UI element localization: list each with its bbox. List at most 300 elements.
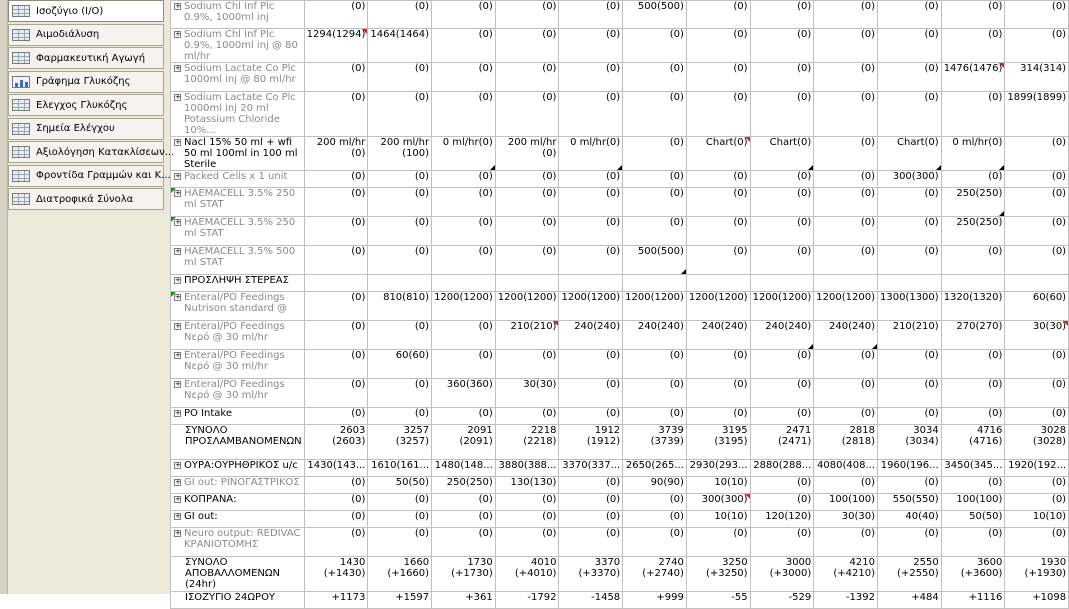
value-cell[interactable]: (0) <box>559 92 623 137</box>
value-cell[interactable] <box>368 275 432 292</box>
value-cell[interactable]: (0) <box>559 171 623 188</box>
value-cell[interactable]: 210(210) <box>877 321 941 350</box>
value-cell[interactable]: 10(10) <box>1005 511 1069 528</box>
value-cell[interactable]: (0) <box>877 1 941 29</box>
row-label-cell[interactable] <box>171 275 305 292</box>
value-cell[interactable]: (0) <box>559 477 623 494</box>
value-cell[interactable]: (0) <box>877 379 941 408</box>
value-cell[interactable]: 1476(1476) <box>941 63 1005 92</box>
nav-item[interactable] <box>8 24 164 46</box>
value-cell[interactable]: (0) <box>368 63 432 92</box>
value-cell[interactable]: (0) <box>941 246 1005 275</box>
value-cell[interactable]: 240(240) <box>623 321 687 350</box>
value-cell[interactable]: (0) <box>1005 29 1069 63</box>
row-label-cell[interactable] <box>171 425 305 460</box>
value-cell[interactable]: 90(90) <box>623 477 687 494</box>
expand-icon[interactable]: + <box>175 351 181 359</box>
value-cell[interactable]: (0) <box>814 350 878 379</box>
value-cell[interactable]: 3739 (3739) <box>623 425 687 460</box>
value-cell[interactable]: (0) <box>1005 408 1069 425</box>
nav-item[interactable] <box>8 141 175 163</box>
row-label-cell[interactable] <box>171 137 305 171</box>
value-cell[interactable]: (0) <box>1005 217 1069 246</box>
value-cell[interactable]: 300(300) <box>686 494 750 511</box>
value-cell[interactable]: +484 <box>877 592 941 609</box>
value-cell[interactable]: 1300(1300) <box>877 292 941 321</box>
value-cell[interactable]: 240(240) <box>686 321 750 350</box>
value-cell[interactable]: 240(240) <box>814 321 878 350</box>
value-cell[interactable]: Chart(0) <box>750 137 814 171</box>
value-cell[interactable]: (0) <box>750 379 814 408</box>
value-cell[interactable]: (0) <box>432 246 496 275</box>
nav-item[interactable] <box>8 47 164 69</box>
value-cell[interactable]: (0) <box>941 1 1005 29</box>
nav-item[interactable] <box>8 188 164 210</box>
value-cell[interactable]: 0 ml/hr(0) <box>559 137 623 171</box>
row-label-cell[interactable] <box>171 379 305 408</box>
value-cell[interactable]: (0) <box>495 408 559 425</box>
value-cell[interactable]: 1730 (+1730) <box>432 557 496 592</box>
value-cell[interactable]: 4210 (+4210) <box>814 557 878 592</box>
row-label-cell[interactable] <box>171 408 305 425</box>
value-cell[interactable]: 2550 (+2550) <box>877 557 941 592</box>
value-cell[interactable]: (0) <box>750 1 814 29</box>
value-cell[interactable]: (0) <box>432 63 496 92</box>
value-cell[interactable]: (0) <box>877 63 941 92</box>
value-cell[interactable]: 2740 (+2740) <box>623 557 687 592</box>
value-cell[interactable] <box>432 275 496 292</box>
value-cell[interactable]: 1480(148... <box>432 460 496 477</box>
value-cell[interactable]: (0) <box>495 217 559 246</box>
value-cell[interactable]: (0) <box>304 408 368 425</box>
value-cell[interactable] <box>750 275 814 292</box>
value-cell[interactable]: (0) <box>1005 188 1069 217</box>
expand-icon[interactable]: + <box>175 478 181 486</box>
value-cell[interactable]: (0) <box>368 321 432 350</box>
value-cell[interactable]: (0) <box>941 408 1005 425</box>
value-cell[interactable]: (0) <box>750 63 814 92</box>
value-cell[interactable]: (0) <box>304 63 368 92</box>
value-cell[interactable]: (0) <box>1005 246 1069 275</box>
value-cell[interactable]: 200 ml/hr (100) <box>368 137 432 171</box>
value-cell[interactable]: (0) <box>750 350 814 379</box>
value-cell[interactable]: (0) <box>495 246 559 275</box>
nav-item[interactable] <box>8 165 171 187</box>
value-cell[interactable]: 210(210) <box>495 321 559 350</box>
row-label-cell[interactable] <box>171 477 305 494</box>
value-cell[interactable]: 10(10) <box>686 511 750 528</box>
value-cell[interactable]: (0) <box>941 379 1005 408</box>
value-cell[interactable]: 2818 (2818) <box>814 425 878 460</box>
value-cell[interactable]: (0) <box>1005 379 1069 408</box>
expand-icon[interactable]: + <box>175 138 181 146</box>
row-label-cell[interactable] <box>171 246 305 275</box>
value-cell[interactable]: 40(40) <box>877 511 941 528</box>
value-cell[interactable]: 1200(1200) <box>686 292 750 321</box>
row-label-cell[interactable] <box>171 63 305 92</box>
value-cell[interactable] <box>877 275 941 292</box>
value-cell[interactable]: (0) <box>814 379 878 408</box>
value-cell[interactable] <box>495 275 559 292</box>
value-cell[interactable]: 1464(1464) <box>368 29 432 63</box>
value-cell[interactable]: (0) <box>368 188 432 217</box>
value-cell[interactable]: (0) <box>877 188 941 217</box>
value-cell[interactable]: (0) <box>304 292 368 321</box>
value-cell[interactable]: (0) <box>814 477 878 494</box>
value-cell[interactable]: 270(270) <box>941 321 1005 350</box>
value-cell[interactable]: (0) <box>686 92 750 137</box>
value-cell[interactable]: (0) <box>814 1 878 29</box>
expand-icon[interactable]: + <box>175 30 181 38</box>
value-cell[interactable]: 1920(192... <box>1005 460 1069 477</box>
expand-icon[interactable]: + <box>175 64 181 72</box>
value-cell[interactable]: (0) <box>495 1 559 29</box>
value-cell[interactable]: (0) <box>559 1 623 29</box>
value-cell[interactable]: (0) <box>686 350 750 379</box>
value-cell[interactable]: 314(314) <box>1005 63 1069 92</box>
value-cell[interactable]: 4010 (+4010) <box>495 557 559 592</box>
value-cell[interactable]: (0) <box>750 408 814 425</box>
value-cell[interactable]: 1430(143... <box>304 460 368 477</box>
value-cell[interactable]: (0) <box>432 511 496 528</box>
value-cell[interactable]: 3250 (+3250) <box>686 557 750 592</box>
value-cell[interactable]: (0) <box>495 92 559 137</box>
value-cell[interactable] <box>686 275 750 292</box>
value-cell[interactable]: 1430 (+1430) <box>304 557 368 592</box>
value-cell[interactable]: +1173 <box>304 592 368 609</box>
value-cell[interactable]: 2880(288... <box>750 460 814 477</box>
value-cell[interactable]: (0) <box>368 528 432 557</box>
value-cell[interactable]: (0) <box>559 217 623 246</box>
value-cell[interactable]: (0) <box>623 528 687 557</box>
value-cell[interactable]: (0) <box>623 217 687 246</box>
value-cell[interactable] <box>941 275 1005 292</box>
value-cell[interactable]: (0) <box>814 188 878 217</box>
value-cell[interactable]: (0) <box>814 171 878 188</box>
value-cell[interactable]: 30(30) <box>495 379 559 408</box>
value-cell[interactable]: (0) <box>750 217 814 246</box>
value-cell[interactable]: 3034 (3034) <box>877 425 941 460</box>
value-cell[interactable] <box>1005 275 1069 292</box>
value-cell[interactable]: (0) <box>1005 528 1069 557</box>
row-label-cell[interactable] <box>171 557 305 592</box>
row-label-cell[interactable] <box>171 171 305 188</box>
value-cell[interactable]: 100(100) <box>941 494 1005 511</box>
value-cell[interactable]: 550(550) <box>877 494 941 511</box>
value-cell[interactable]: (0) <box>368 171 432 188</box>
value-cell[interactable]: (0) <box>1005 1 1069 29</box>
value-cell[interactable]: (0) <box>750 246 814 275</box>
value-cell[interactable]: (0) <box>304 511 368 528</box>
value-cell[interactable]: 2930(293... <box>686 460 750 477</box>
value-cell[interactable]: (0) <box>432 171 496 188</box>
expand-icon[interactable]: + <box>175 276 181 284</box>
value-cell[interactable]: (0) <box>877 92 941 137</box>
value-cell[interactable]: 2091 (2091) <box>432 425 496 460</box>
value-cell[interactable]: (0) <box>432 188 496 217</box>
value-cell[interactable]: (0) <box>304 246 368 275</box>
value-cell[interactable]: +1597 <box>368 592 432 609</box>
value-cell[interactable]: (0) <box>623 92 687 137</box>
value-cell[interactable]: -1392 <box>814 592 878 609</box>
row-label-cell[interactable] <box>171 350 305 379</box>
expand-icon[interactable]: + <box>175 93 181 101</box>
value-cell[interactable]: (0) <box>1005 137 1069 171</box>
expand-icon[interactable]: + <box>175 189 181 197</box>
value-cell[interactable]: (0) <box>623 379 687 408</box>
value-cell[interactable]: (0) <box>432 494 496 511</box>
value-cell[interactable]: (0) <box>304 188 368 217</box>
value-cell[interactable]: 3370(337... <box>559 460 623 477</box>
value-cell[interactable]: 2603 (2603) <box>304 425 368 460</box>
value-cell[interactable]: (0) <box>941 171 1005 188</box>
value-cell[interactable]: (0) <box>559 408 623 425</box>
value-cell[interactable]: (0) <box>814 92 878 137</box>
value-cell[interactable]: (0) <box>686 29 750 63</box>
row-label-cell[interactable] <box>171 528 305 557</box>
value-cell[interactable]: (0) <box>750 171 814 188</box>
value-cell[interactable]: 1200(1200) <box>559 292 623 321</box>
value-cell[interactable]: (0) <box>877 246 941 275</box>
value-cell[interactable] <box>559 275 623 292</box>
row-label-cell[interactable] <box>171 1 305 29</box>
value-cell[interactable]: (0) <box>432 1 496 29</box>
value-cell[interactable]: (0) <box>814 63 878 92</box>
value-cell[interactable]: (0) <box>559 350 623 379</box>
value-cell[interactable]: +1098 <box>1005 592 1069 609</box>
value-cell[interactable]: 50(50) <box>941 511 1005 528</box>
value-cell[interactable]: (0) <box>877 528 941 557</box>
value-cell[interactable]: (0) <box>623 494 687 511</box>
value-cell[interactable]: (0) <box>814 528 878 557</box>
row-label-cell[interactable] <box>171 321 305 350</box>
value-cell[interactable]: (0) <box>750 29 814 63</box>
value-cell[interactable]: (0) <box>432 29 496 63</box>
value-cell[interactable]: (0) <box>623 171 687 188</box>
value-cell[interactable]: (0) <box>304 379 368 408</box>
value-cell[interactable]: 3195 (3195) <box>686 425 750 460</box>
value-cell[interactable]: 1200(1200) <box>623 292 687 321</box>
value-cell[interactable]: (0) <box>368 494 432 511</box>
value-cell[interactable]: (0) <box>495 350 559 379</box>
value-cell[interactable]: (0) <box>432 92 496 137</box>
expand-icon[interactable]: + <box>175 2 181 10</box>
value-cell[interactable]: (0) <box>623 350 687 379</box>
value-cell[interactable]: (0) <box>304 217 368 246</box>
value-cell[interactable]: 60(60) <box>368 350 432 379</box>
value-cell[interactable]: 300(300) <box>877 171 941 188</box>
value-cell[interactable]: 1200(1200) <box>750 292 814 321</box>
row-label-cell[interactable] <box>171 592 305 609</box>
value-cell[interactable]: 1320(1320) <box>941 292 1005 321</box>
row-label-cell[interactable] <box>171 217 305 246</box>
value-cell[interactable]: -55 <box>686 592 750 609</box>
row-label-cell[interactable] <box>171 511 305 528</box>
value-cell[interactable]: (0) <box>368 511 432 528</box>
value-cell[interactable]: (0) <box>559 63 623 92</box>
value-cell[interactable]: 3880(388... <box>495 460 559 477</box>
row-label-cell[interactable] <box>171 29 305 63</box>
value-cell[interactable]: 360(360) <box>432 379 496 408</box>
value-cell[interactable]: 1294(1294) <box>304 29 368 63</box>
expand-icon[interactable]: + <box>175 322 181 330</box>
value-cell[interactable]: (0) <box>877 408 941 425</box>
value-cell[interactable]: (0) <box>941 29 1005 63</box>
expand-icon[interactable]: + <box>175 380 181 388</box>
nav-item[interactable] <box>8 71 164 93</box>
expand-icon[interactable]: + <box>175 512 181 520</box>
value-cell[interactable]: 4716 (4716) <box>941 425 1005 460</box>
value-cell[interactable]: 50(50) <box>368 477 432 494</box>
value-cell[interactable]: 1200(1200) <box>495 292 559 321</box>
value-cell[interactable]: 3028 (3028) <box>1005 425 1069 460</box>
value-cell[interactable]: (0) <box>623 29 687 63</box>
value-cell[interactable]: (0) <box>368 1 432 29</box>
value-cell[interactable]: (0) <box>304 477 368 494</box>
nav-item[interactable] <box>8 118 164 140</box>
value-cell[interactable]: Chart(0) <box>686 137 750 171</box>
value-cell[interactable]: (0) <box>623 408 687 425</box>
value-cell[interactable]: (0) <box>495 511 559 528</box>
value-cell[interactable]: (0) <box>686 528 750 557</box>
value-cell[interactable]: 120(120) <box>750 511 814 528</box>
value-cell[interactable]: (0) <box>623 511 687 528</box>
value-cell[interactable]: (0) <box>686 63 750 92</box>
row-label-cell[interactable] <box>171 292 305 321</box>
value-cell[interactable]: (0) <box>686 217 750 246</box>
value-cell[interactable]: 10(10) <box>686 477 750 494</box>
nav-item[interactable] <box>8 0 164 22</box>
value-cell[interactable]: (0) <box>814 246 878 275</box>
value-cell[interactable]: 0 ml/hr(0) <box>432 137 496 171</box>
value-cell[interactable]: 1200(1200) <box>814 292 878 321</box>
value-cell[interactable]: (0) <box>877 350 941 379</box>
value-cell[interactable] <box>304 275 368 292</box>
value-cell[interactable]: (0) <box>877 217 941 246</box>
value-cell[interactable]: (0) <box>623 63 687 92</box>
value-cell[interactable]: (0) <box>495 494 559 511</box>
value-cell[interactable]: 200 ml/hr (0) <box>304 137 368 171</box>
value-cell[interactable]: (0) <box>623 188 687 217</box>
value-cell[interactable]: 250(250) <box>941 217 1005 246</box>
expand-icon[interactable]: + <box>175 247 181 255</box>
value-cell[interactable]: 4080(408... <box>814 460 878 477</box>
row-label-cell[interactable] <box>171 92 305 137</box>
value-cell[interactable]: +361 <box>432 592 496 609</box>
value-cell[interactable]: (0) <box>1005 477 1069 494</box>
value-cell[interactable]: 1610(161... <box>368 460 432 477</box>
value-cell[interactable]: (0) <box>368 92 432 137</box>
value-cell[interactable]: (0) <box>686 379 750 408</box>
value-cell[interactable]: 30(30) <box>814 511 878 528</box>
value-cell[interactable]: (0) <box>750 494 814 511</box>
value-cell[interactable]: (0) <box>941 528 1005 557</box>
value-cell[interactable]: 3450(345... <box>941 460 1005 477</box>
value-cell[interactable]: (0) <box>304 1 368 29</box>
value-cell[interactable]: (0) <box>432 408 496 425</box>
value-cell[interactable]: (0) <box>877 477 941 494</box>
value-cell[interactable]: (0) <box>304 171 368 188</box>
value-cell[interactable]: (0) <box>1005 494 1069 511</box>
value-cell[interactable]: (0) <box>941 92 1005 137</box>
value-cell[interactable]: 0 ml/hr(0) <box>941 137 1005 171</box>
nav-item[interactable] <box>8 94 164 116</box>
value-cell[interactable]: (0) <box>559 29 623 63</box>
value-cell[interactable]: (0) <box>686 188 750 217</box>
value-cell[interactable]: (0) <box>432 350 496 379</box>
value-cell[interactable]: (0) <box>432 321 496 350</box>
value-cell[interactable]: (0) <box>559 379 623 408</box>
value-cell[interactable]: 100(100) <box>814 494 878 511</box>
value-cell[interactable]: 30(30) <box>1005 321 1069 350</box>
value-cell[interactable]: Chart(0) <box>877 137 941 171</box>
value-cell[interactable]: (0) <box>814 408 878 425</box>
value-cell[interactable]: (0) <box>814 137 878 171</box>
value-cell[interactable]: 1960(196... <box>877 460 941 477</box>
value-cell[interactable]: (0) <box>304 528 368 557</box>
value-cell[interactable]: (0) <box>686 408 750 425</box>
value-cell[interactable]: (0) <box>432 217 496 246</box>
value-cell[interactable]: (0) <box>368 217 432 246</box>
value-cell[interactable]: 60(60) <box>1005 292 1069 321</box>
value-cell[interactable]: 500(500) <box>623 1 687 29</box>
value-cell[interactable]: -1792 <box>495 592 559 609</box>
value-cell[interactable]: 130(130) <box>495 477 559 494</box>
value-cell[interactable]: 3257 (3257) <box>368 425 432 460</box>
value-cell[interactable]: (0) <box>368 246 432 275</box>
value-cell[interactable]: (0) <box>304 350 368 379</box>
value-cell[interactable] <box>814 275 878 292</box>
value-cell[interactable]: (0) <box>1005 350 1069 379</box>
row-label-cell[interactable] <box>171 188 305 217</box>
expand-icon[interactable]: + <box>175 409 181 417</box>
value-cell[interactable]: (0) <box>623 137 687 171</box>
value-cell[interactable]: (0) <box>304 321 368 350</box>
value-cell[interactable]: 1912 (1912) <box>559 425 623 460</box>
expand-icon[interactable]: + <box>175 218 181 226</box>
value-cell[interactable]: (0) <box>304 92 368 137</box>
value-cell[interactable]: (0) <box>750 92 814 137</box>
value-cell[interactable]: 240(240) <box>750 321 814 350</box>
value-cell[interactable]: 3370 (+3370) <box>559 557 623 592</box>
value-cell[interactable]: (0) <box>559 494 623 511</box>
value-cell[interactable]: 1200(1200) <box>432 292 496 321</box>
value-cell[interactable]: (0) <box>941 477 1005 494</box>
value-cell[interactable]: 2471 (2471) <box>750 425 814 460</box>
row-label-cell[interactable] <box>171 494 305 511</box>
expand-icon[interactable]: + <box>175 293 181 301</box>
expand-icon[interactable]: + <box>175 495 181 503</box>
expand-icon[interactable]: + <box>175 529 181 537</box>
value-cell[interactable]: (0) <box>559 188 623 217</box>
value-cell[interactable]: -529 <box>750 592 814 609</box>
value-cell[interactable]: 250(250) <box>941 188 1005 217</box>
value-cell[interactable]: (0) <box>559 511 623 528</box>
value-cell[interactable]: (0) <box>877 29 941 63</box>
value-cell[interactable]: 1930 (+1930) <box>1005 557 1069 592</box>
value-cell[interactable]: (0) <box>304 494 368 511</box>
value-cell[interactable]: (0) <box>814 29 878 63</box>
value-cell[interactable]: (0) <box>559 246 623 275</box>
value-cell[interactable]: (0) <box>368 379 432 408</box>
value-cell[interactable]: (0) <box>1005 171 1069 188</box>
value-cell[interactable]: 200 ml/hr (0) <box>495 137 559 171</box>
value-cell[interactable]: (0) <box>686 1 750 29</box>
value-cell[interactable]: 3000 (+3000) <box>750 557 814 592</box>
value-cell[interactable]: (0) <box>495 188 559 217</box>
value-cell[interactable]: 2650(265... <box>623 460 687 477</box>
value-cell[interactable]: +1116 <box>941 592 1005 609</box>
